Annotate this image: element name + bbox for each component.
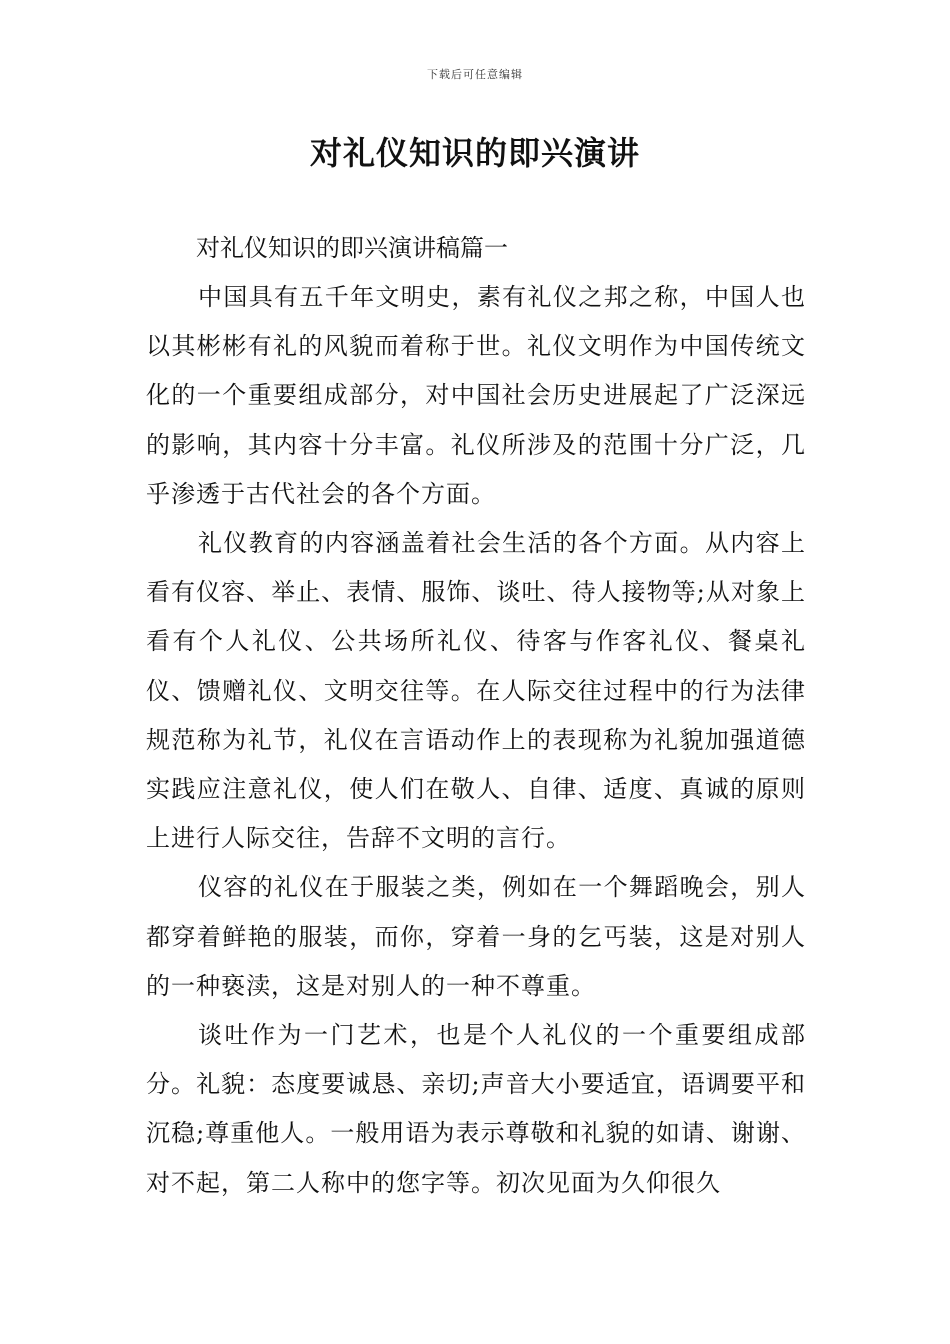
document-title: 对礼仪知识的即兴演讲 [309,134,640,172]
paragraph: 谈吐作为一门艺术，也是个人礼仪的一个重要组成部分。礼貌：态度要诚恳、亲切;声音大小要适宜，语调要平和沉稳;尊重他人。一般用语为表示尊敬和礼貌的如请、谢谢、对不起，第二人称中的您字等。初次见面为久仰很久 [146,1021,806,1197]
section-subheading: 对礼仪知识的即兴演讲稿篇一 [196,234,508,262]
header-note: 下载后可任意编辑 [427,68,523,81]
paragraph: 仪容的礼仪在于服装之类，例如在一个舞蹈晚会，别人都穿着鲜艳的服装，而你，穿着一身的乞丐装，这是对别人的一种亵渎，这是对别人的一种不尊重。 [146,873,806,1000]
document-body [146,224,806,1208]
paragraph: 礼仪教育的内容涵盖着社会生活的各个方面。从内容上看有仪容、举止、表情、服饰、谈吐、待人接物等;从对象上看有个人礼仪、公共场所礼仪、待客与作客礼仪、餐桌礼仪、馈赠礼仪、文明交往等。在人际交往过程中的行为法律规范称为礼节，礼仪在言语动作上的表现称为礼貌加强道德实践应注意礼仪，使人们在敬人、自律、适度、真诚的原则上进行人际交往，告辞不文明的言行。 [146,529,806,853]
paragraph: 中国具有五千年文明史，素有礼仪之邦之称，中国人也以其彬彬有礼的风貌而着称于世。礼仪文明作为中国传统文化的一个重要组成部分，对中国社会历史进展起了广泛深远的影响，其内容十分丰富。礼仪所涉及的范围十分广泛，几乎渗透于古代社会的各个方面。 [146,283,806,508]
